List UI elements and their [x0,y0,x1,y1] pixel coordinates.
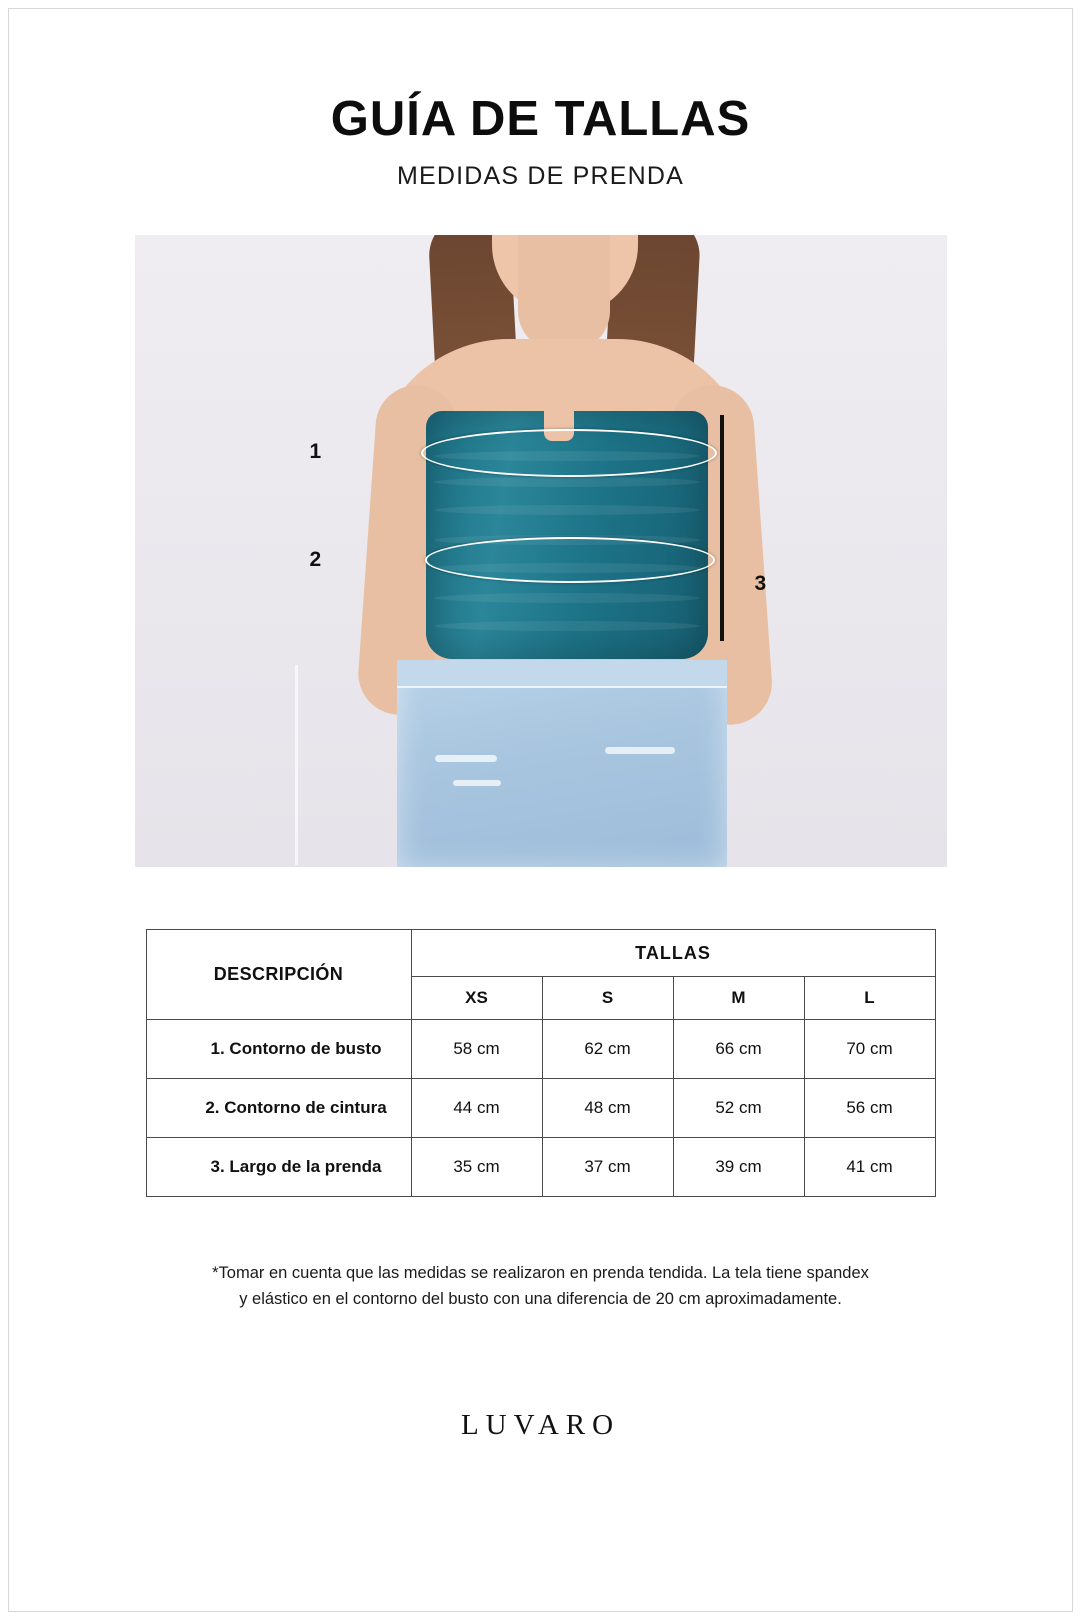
length-l: 41 cm [804,1138,935,1197]
denim-seam [295,665,298,865]
brand-logo: LUVARO [460,1408,621,1441]
page-subtitle: MEDIDAS DE PRENDA [396,162,685,191]
size-table [146,929,936,1197]
waist-xs: 44 cm [411,1079,542,1138]
row-label-length: 3. Largo de la prenda [146,1138,411,1197]
size-column-m: M [673,977,804,1020]
denim-distress [453,780,501,786]
bust-m: 66 cm [673,1020,804,1079]
page-title: GUÍA DE TALLAS [330,92,751,146]
header-description: DESCRIPCIÓN [146,930,411,1020]
bust-xs: 58 cm [411,1020,542,1079]
length-marker-label: 3 [754,572,767,596]
size-column-xs: XS [411,977,542,1020]
model-neck [518,235,610,351]
waist-l: 56 cm [804,1079,935,1138]
bust-s: 62 cm [542,1020,673,1079]
length-m: 39 cm [673,1138,804,1197]
length-measure-line [720,415,724,641]
table-row [146,1138,935,1197]
note-line-1: *Tomar en cuenta que las medidas se realizaron en prenda tendida. La tela tiene spandex [212,1264,869,1283]
length-xs: 35 cm [411,1138,542,1197]
denim-distress [605,747,675,754]
table-header-row [146,930,935,977]
waist-m: 52 cm [673,1079,804,1138]
row-label-bust: 1. Contorno de busto [146,1020,411,1079]
bust-marker-label: 1 [309,440,322,464]
denim-shorts [397,660,727,867]
waist-marker-label: 2 [309,548,322,572]
garment-figure [135,235,947,867]
size-column-s: S [542,977,673,1020]
size-table-wrapper [146,929,936,1197]
measurement-note [141,1261,941,1312]
header-sizes: TALLAS [411,930,935,977]
model-photo [135,235,947,867]
denim-distress [435,755,497,762]
table-row [146,1020,935,1079]
size-column-l: L [804,977,935,1020]
denim-waistband [397,660,727,688]
table-row [146,1079,935,1138]
note-line-2: y elástico en el contorno del busto con una diferencia de 20 cm aproximadamente. [239,1290,842,1308]
bust-l: 70 cm [804,1020,935,1079]
row-label-waist: 2. Contorno de cintura [146,1079,411,1138]
waist-s: 48 cm [542,1079,673,1138]
length-s: 37 cm [542,1138,673,1197]
